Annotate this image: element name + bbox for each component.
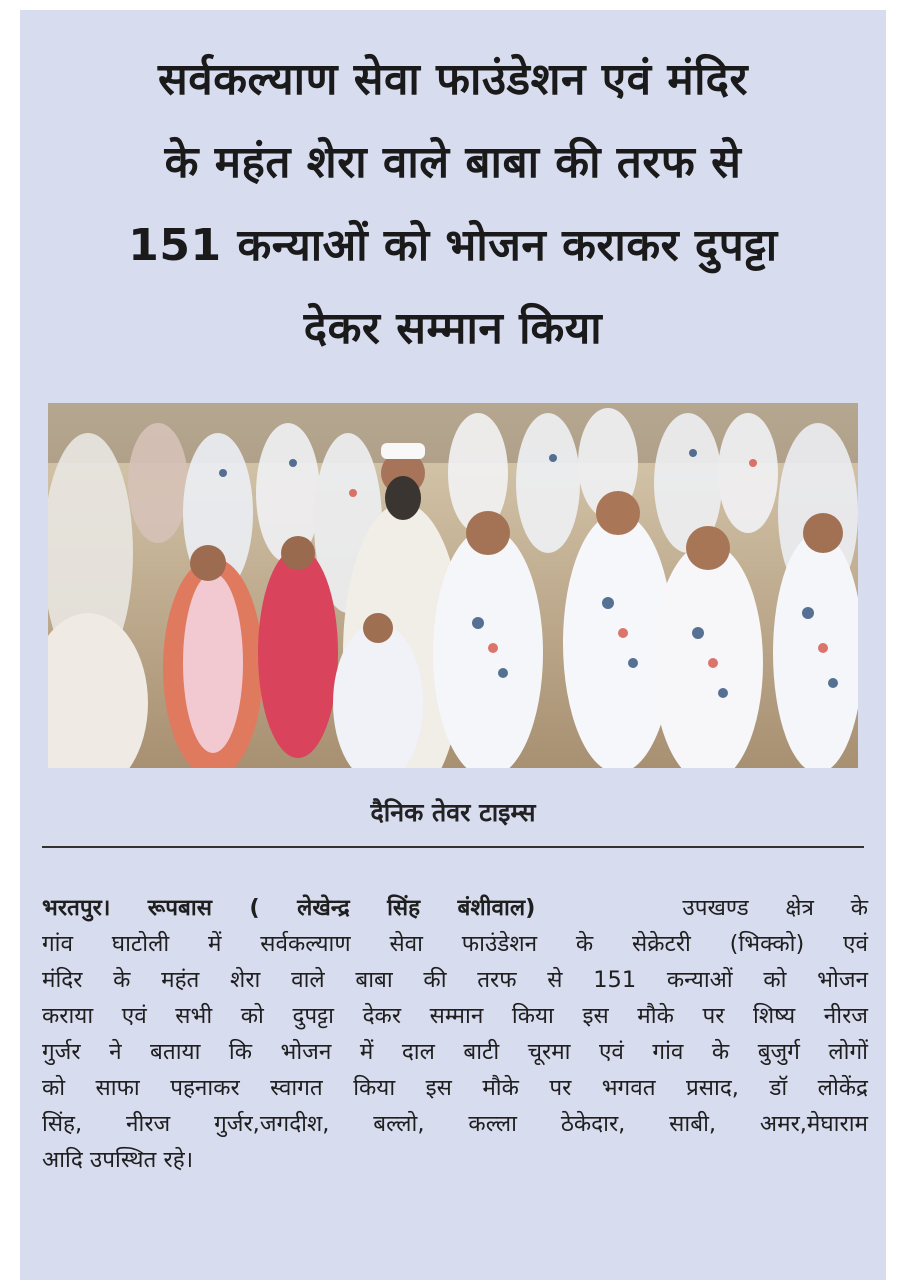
headline-line-3: 151 कन्याओं को भोजन कराकर दुपट्टा (128, 220, 778, 271)
newspaper-source: दैनिक तेवर टाइम्स (370, 798, 536, 827)
article-line-8: आदि उपस्थित रहे। (42, 1147, 194, 1173)
photo-crowd-girls-with-dupattas-icon (48, 403, 858, 768)
news-photo (48, 403, 858, 768)
newspaper-clipping (20, 10, 886, 1280)
article-line-1-text: उपखण्ड क्षेत्र के (682, 895, 868, 921)
article-line-6: को साफा पहनाकर स्वागत किया इस मौके पर भगवत प्रसाद, डॉ लोकेंद्र (42, 1075, 868, 1101)
divider (42, 846, 864, 848)
article-line-7: सिंह, नीरज गुर्जर,जगदीश, बल्लो, कल्ला ठेकेदार, साबी, अमर,मेघाराम (42, 1111, 868, 1137)
headline (50, 38, 856, 370)
article-body (42, 890, 868, 1178)
article-line-5: गुर्जर ने बताया कि भोजन में दाल बाटी चूरमा एवं गांव के बुजुर्ग लोगों (42, 1039, 868, 1065)
article-line-3: मंदिर के महंत शेरा वाले बाबा की तरफ से 151 कन्याओं को भोजन (42, 967, 868, 993)
article-line-2: गांव घाटोली में सर्वकल्याण सेवा फाउंडेशन के सेक्रेटरी (भिक्को) एवं (42, 931, 868, 957)
headline-line-2: के महंत शेरा वाले बाबा की तरफ से (164, 137, 742, 188)
article-line-4: कराया एवं सभी को दुपट्टा देकर सम्मान किया इस मौके पर शिष्य नीरज (42, 1003, 868, 1029)
article-dateline: भरतपुर। रूपबास ( लेखेन्द्र सिंह बंशीवाल) (42, 895, 536, 921)
headline-line-4: देकर सम्मान किया (303, 303, 603, 354)
article-line-1 (42, 890, 868, 926)
headline-line-1: सर्वकल्याण सेवा फाउंडेशन एवं मंदिर (158, 54, 748, 105)
